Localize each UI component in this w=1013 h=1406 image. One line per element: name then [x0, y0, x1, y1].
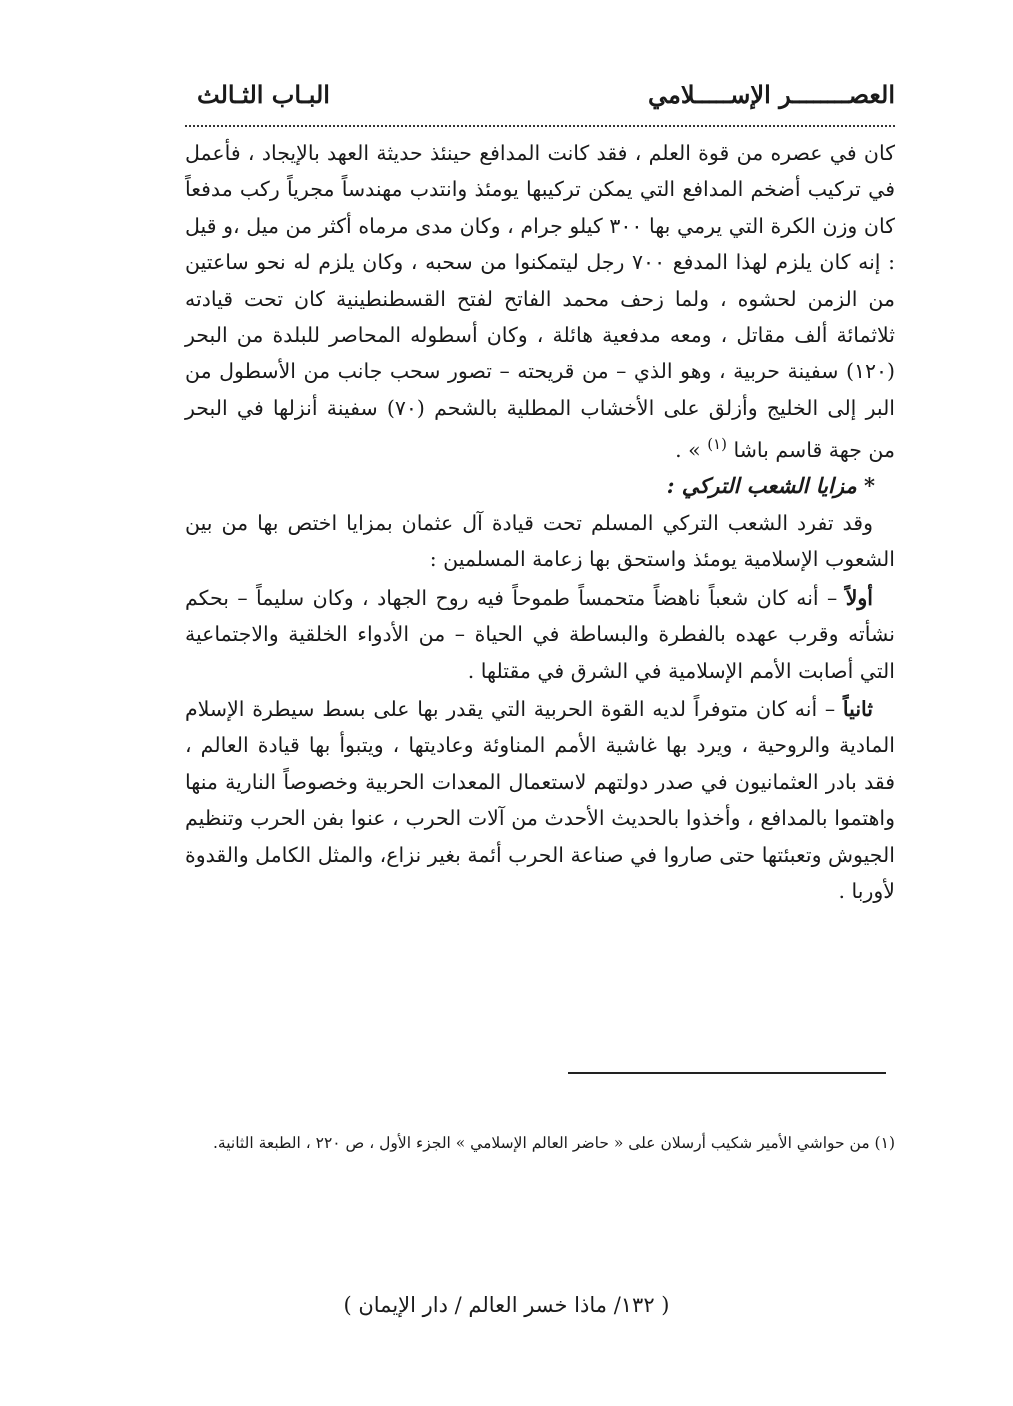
page-footer: ( ١٣٢/ ماذا خسر العالم / دار الإيمان ): [343, 1293, 670, 1317]
footnote: (١) من حواشي الأمير شكيب أرسلان على « حاضر العالم الإسلامي » الجزء الأول ، ص ٢٢٠ ، الطبعة الثانية.: [212, 1134, 895, 1152]
footnote-reference: (١): [707, 435, 727, 454]
chapter-title: البـاب الثـالث: [197, 80, 330, 109]
paragraph-second-point: [185, 691, 895, 909]
header-divider: [185, 125, 895, 127]
paragraph-first-point: [185, 580, 895, 689]
running-header: [185, 80, 895, 114]
first-point-label: أولاً: [845, 585, 873, 610]
second-point-label: ثانياً: [842, 696, 873, 721]
footnote-divider: [568, 1072, 886, 1074]
second-point-text: – أنه كان متوفراً لديه القوة الحربية التي يقدر بها على بسط سيطرة الإسلام المادية والروحية ، ويرد بها غاشية الأمم المناوئة وعاديتها ، ويتبوأ بها قيادة العالم ، فقد بادر العثمانيون في صدر دولتهم لاستعمال المعدات الحربية وخصوصاً النارية منها واهتموا بالمدافع ، وأخذوا بالحديث الأحدث من آلات الحرب ، عنوا بفن الحرب وتنظيم الجيوش وتعبئتها حتى صاروا في صناعة الحرب أئمة بغير نزاع، والمثل الكامل والقدوة لأوربا .: [185, 696, 895, 903]
section-heading: * مزايا الشعب التركي :: [666, 473, 875, 499]
paragraph-cannons-text: كان في عصره من قوة العلم ، فقد كانت المدافع حينئذ حديثة العهد بالإيجاد ، فأعمل في تركيب أضخم المدافع التي يمكن تركيبها يومئذ وانتدب مهندساً مجرياً ركب مدفعاً كان وزن الكرة التي يرمي بها ٣٠٠ كيلو جرام ، وكان مدى مرماه أكثر من ميل ،و قيل : إنه كان يلزم لهذا المدفع ٧٠٠ رجل ليتمكنوا من سحبه ، وكان يلزم له نحو ساعتين من الزمن لحشوه ، ولما زحف محمد الفاتح لفتح القسطنطينية كان تحت قيادته ثلاثمائة ألف مقاتل ، ومعه مدفعية هائلة ، وكان أسطوله المحاصر للبلدة من البحر (١٢٠) سفينة حربية ، وهو الذي – من قريحته – تصور سحب جانب من الأسطول من البر إلى الخليج وأزلق على الأخشاب المطلية بالشحم (٧٠) سفينة أنزلها في البحر من جهة قاسم باشا: [185, 141, 896, 463]
paragraph-cannons-end: » .: [675, 438, 701, 463]
book-title: العصــــــــر الإســـــلامي: [647, 80, 895, 109]
first-point-text: – أنه كان شعباً ناهضاً متحمساً طموحاً فيه روح الجهاد ، وكان سليماً – بحكم نشأته وقرب عهده بالفطرة والبساطة في الحياة – من الأدواء الخلقية والاجتماعية التي أصابت الأمم الإسلامية في الشرق في مقتلها .: [185, 585, 895, 683]
main-text: [185, 135, 895, 909]
paragraph-intro: وقد تفرد الشعب التركي المسلم تحت قيادة آل عثمان بمزايا اختص بها من بين الشعوب الإسلامية يومئذ واستحق بها زعامة المسلمين :: [185, 510, 895, 572]
paragraph-cannons: [185, 135, 895, 468]
